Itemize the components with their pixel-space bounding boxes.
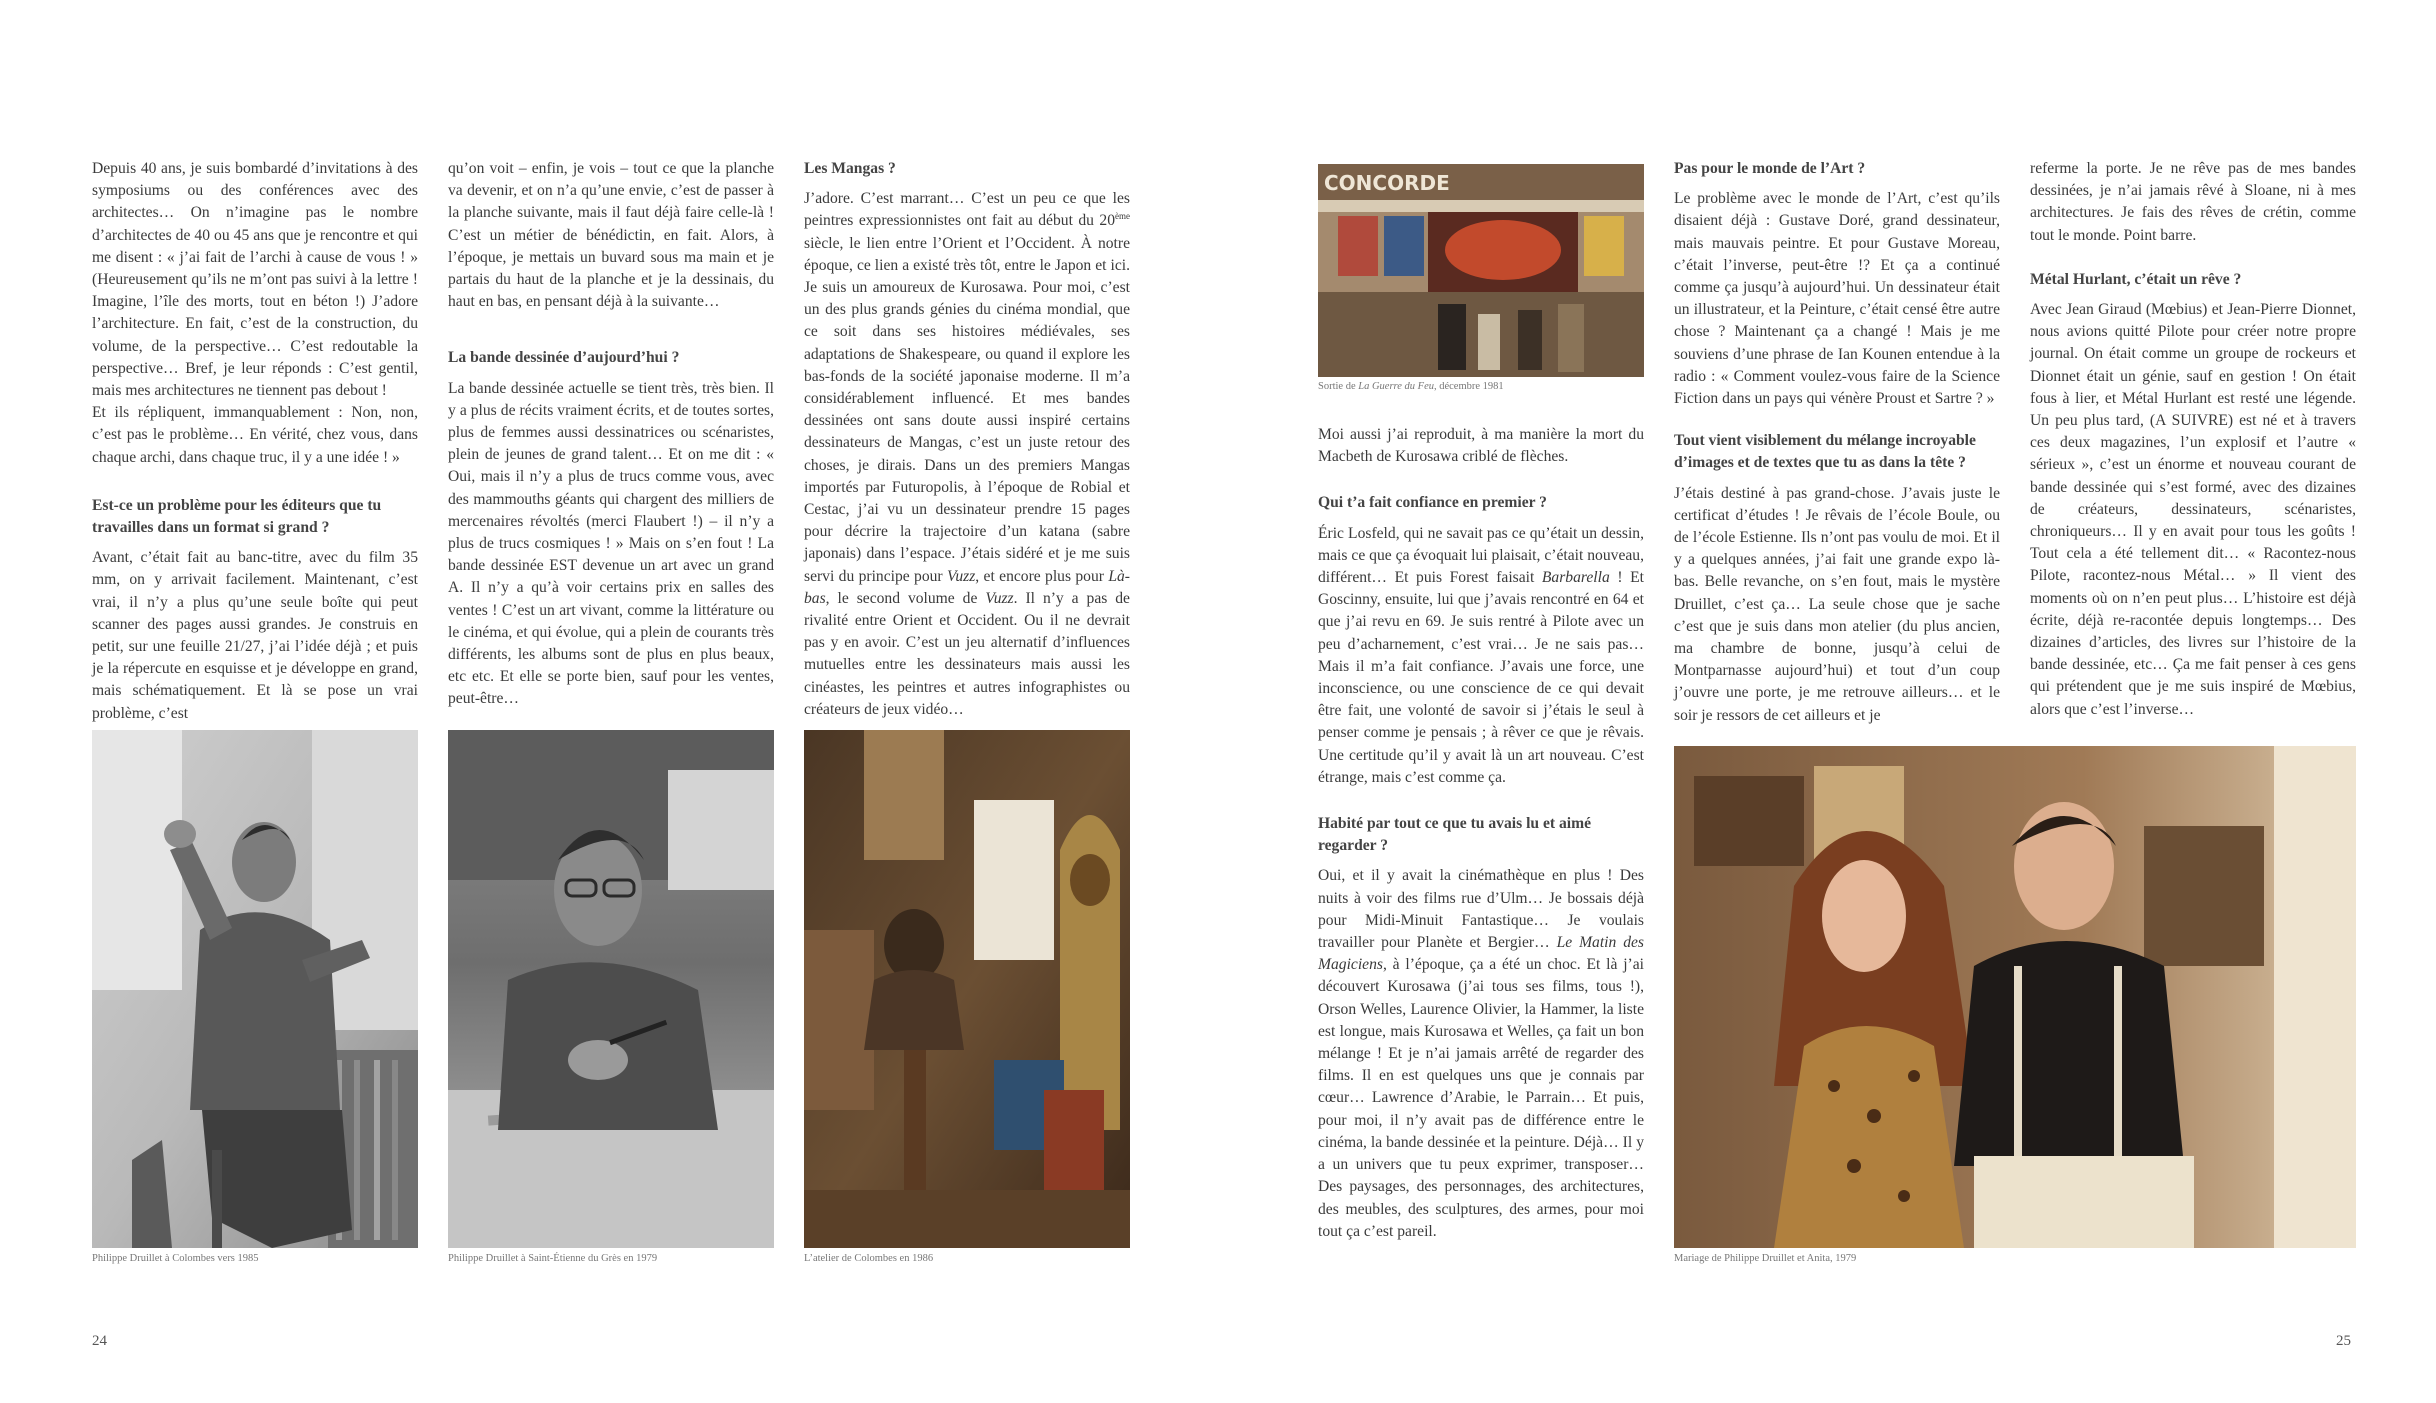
text-column-5	[1674, 158, 2000, 727]
text-column-3	[804, 158, 1130, 721]
paragraph: qu’on voit – enfin, je vois – tout ce que la planche va devenir, et on n’a qu’une envie, c’est de passer à la planche suivante, mais il faut déjà faire celle-là ! C’est un métier de bénédictin, en fait. Alors, à l’époque, je mettais un buvard sous ma main et je partais du haut de la planche et je la dessinais, du haut en bas, en pensant déjà à la suivante…	[448, 160, 774, 311]
paragraph: J’adore. C’est marrant… C’est un peu ce que les peintres expressionnistes ont fait au début du 20ème siècle, le lien entre l’Orient et l’Occident. À notre époque, ce lien a existé très tôt, entre le Japon et ici. Je suis un amoureux de Kurosawa. Pour moi, c’est un des plus grands génies du cinéma mondial, que ce soit dans ses histoires médiévales, ses adaptations de Shakespeare, ou quand il explore les bas-fonds de la société japonaise moderne. Il m’a considérablement influencé. Et mes bandes dessinées ont sans doute aussi inspiré certains dessinateurs de Mangas, c’est un juste retour des choses, je dirais. Dans un des premiers Mangas importés par Futuropolis, à l’époque de Robial et Cestac, j’ai vu un dessinateur prendre 15 pages pour décrire la trajectoire d’un katana (sabre japonais) dans l’espace. J’étais sidéré et je me suis servi du principe pour Vuzz, et encore plus pour Là-bas, le second volume de Vuzz. Il n’y a pas de rivalité entre Orient et Occident. Ou il ne devrait pas y en avoir. C’est un jeu alternatif d’influences mutuelles entre les dessinateurs mais aussi les cinéastes, les peintres et autres infographistes ou créateurs de jeux vidéo…	[804, 190, 1130, 718]
paragraph: La bande dessinée actuelle se tient très, très bien. Il y a plus de récits vraiment écrits, et de toutes sortes, plus de femmes aussi dessinatrices ou scénaristes, plein de jeunes de grand talent… Et on me dit : « Oui, mais il n’y a plus de trucs comme vous, avec des mammouths géants qui chargent des milliers de mercenaires révoltés (merci Flaubert !) – il n’y a plus de trucs cosmiques ! » Mais on s’en fout ! La bande dessinée EST devenue un art avec un grand A. Il n’y a qu’à voir certains prix en salles des ventes ! C’est un art vivant, comme la littérature ou le cinéma, et qui évolue, qui a plein de courants très différents, les albums sont de plus en plus beaux, etc etc. Et elle se porte bien, sauf pour les ventes, peut-être…	[448, 379, 774, 708]
section-heading: Habité par tout ce que tu avais lu et aimé regarder ?	[1318, 815, 1592, 855]
section-heading: Est-ce un problème pour les éditeurs que tu travailles dans un format si grand ?	[92, 496, 382, 537]
photo-atelier-colombes	[804, 730, 1130, 1248]
cinema-sign: CONCORDE	[1324, 171, 1450, 195]
photo-caption: Sortie de La Guerre du Feu, décembre 1981	[1318, 381, 1504, 392]
photo-caption: L’atelier de Colombes en 1986	[804, 1253, 934, 1264]
page-number-right: 25	[2336, 1333, 2351, 1349]
paragraph: Éric Losfeld, qui ne savait pas ce qu’était un dessin, mais ce que ça évoquait lui plaisait, c’était nouveau, différent… Et puis Forest faisait Barbarella ! Et Goscinny, ensuite, lui que j’avais rencontré en 64 et que j’ai revu en 69. Je suis rentré à Pilote avec un peu d’acharnement, c’est vrai… Je ne sais pas… Mais il m’a fait confiance. J’avais une force, une inconscience, ou une conscience de ce qui devait être fait, une volonté de savoir si j’étais le seul à penser comme je pensais ; à rêver ce que je rêvais. Une certitude qu’il y avait là un art nouveau. C’est étrange, mais c’est comme ça.	[1318, 524, 1645, 786]
text-column-6	[2030, 158, 2356, 721]
text-column-4	[1318, 424, 1644, 1243]
photo-druillet-saint-etienne	[448, 730, 774, 1248]
photo-caption: Philippe Druillet à Saint-Étienne du Grès en 1979	[448, 1253, 658, 1264]
paragraph: Moi aussi j’ai reproduit, à ma manière la mort du Macbeth de Kurosawa criblé de flèches.	[1318, 426, 1644, 466]
section-heading: Métal Hurlant, c’était un rêve ?	[2030, 270, 2242, 288]
section-heading: Les Mangas ?	[804, 160, 896, 177]
paragraph: Oui, et il y avait la cinémathèque en plus ! Des nuits à voir des films rue d’Ulm… Je bossais déjà pour Midi-Minuit Fantastique… Je voulais travailler pour Planète et Bergier… Le Matin des Magiciens, à l’époque, ça a été un choc. Et là j’ai découvert Kurosawa (j’ai tous ses films, tous !), Orson Welles, Laurence Olivier, la Hammer, la liste est longue, mais Kurosawa et Welles, ça fait un bon mélange ! Et je n’ai jamais arrêté de regarder des films. Il en est quelques uns que je connais par cœur… Lawrence d’Arabie, le Parrain… Et puis, pour moi, il n’y avait pas de différence entre le cinéma, la bande dessinée et la peinture. Déjà… Il y a un univers que tu peux exprimer, transposer… Des paysages, des personnages, des architectures, des meubles, des sculptures, des armes, pour moi tout ça c’est pareil.	[1318, 867, 1644, 1240]
paragraph: Le problème avec le monde de l’Art, c’est qu’ils disaient déjà : Gustave Doré, grand dessinateur, mais mauvais peintre. Et pour Gustave Moreau, c’était l’inverse, peut-être !? Et ça a continué comme ça jusqu’à aujourd’hui. Un dessinateur était un illustrateur, et la Peinture, c’était censé être autre chose ? Maintenant ça a changé ! Mais je me souviens d’une phrase de Ian Kounen entendue à la radio : « Comment voulez-vous faire de la Science Fiction dans un pays qui vénère Proust et Sartre ? »	[1674, 190, 2000, 408]
paragraph: referme la porte. Je ne rêve pas de mes bandes dessinées, je n’ai jamais rêvé à Sloane, ni à mes architectures. Je fais des rêves de crétin, comme tout le monde. Point barre.	[2030, 160, 2356, 244]
paragraph: Depuis 40 ans, je suis bombardé d’invitations à des symposiums ou des conférences avec des architectes… On n’imagine pas le nombre d’architectes de 40 ou 45 ans que je rencontre et qui me disent : « j’ai fait de l’archi à cause de vous ! » (Heureusement qu’ils ne m’ont pas suivi à la lettre ! Imagine, l’île des morts, tout en béton !) J’adore l’architecture. En fait, c’est de la construction, du volume, de la perspective… C’est redoutable la perspective… Bref, je leur réponds : C’est gentil, mais mes architectures ne tiennent pas debout !	[92, 160, 418, 400]
photo-cinema-guerre-du-feu	[1318, 164, 1644, 377]
page-number-left: 24	[92, 1333, 107, 1349]
photo-caption: Mariage de Philippe Druillet et Anita, 1979	[1674, 1253, 1857, 1264]
paragraph: Avec Jean Giraud (Mœbius) et Jean-Pierre Dionnet, nous avions quitté Pilote pour créer notre propre journal. On était comme un groupe de rockeurs et Dionnet était un génie, sauf en gestion ! On était fous à lier, et Métal Hurlant est resté une légende. Un peu plus tard, (A SUIVRE) est né et à travers ces deux magazines, l’un explosif et l’autre « sérieux », c’est un énorme et nouveau courant de bande dessinée qui s’est formé, avec des dizaines de créateurs, dessinateurs, scénaristes, chroniqueurs… Il y en avait pour tous les goûts ! Tout cela a été tellement dit… « Racontez-nous Pilote, racontez-nous Métal… » Il vient des moments où on n’en peut plus… L’histoire est déjà écrite, déjà re-racontée depuis longtemps… Des dizaines d’articles, des livres sur l’histoire de la bande dessinée, etc… Ça me fait penser à ces gens qui prétendent que je me suis inspiré de Mœbius, alors que c’est l’inverse…	[2030, 301, 2356, 718]
photo-druillet-colombes	[92, 730, 418, 1248]
section-heading: La bande dessinée d’aujourd’hui ?	[448, 349, 680, 367]
text-column-2	[448, 158, 774, 711]
text-column-1	[92, 158, 418, 725]
section-heading: Qui t’a fait confiance en premier ?	[1318, 494, 1547, 512]
photo-caption: Philippe Druillet à Colombes vers 1985	[92, 1253, 259, 1264]
paragraph: J’étais destiné à pas grand-chose. J’avais juste le certificat d’études ! Je rêvais de l’école Boule, ou de l’école Estienne. Ils n’ont pas voulu de moi. Et il y a quelques années, j’ai fait une grande expo là-bas. Belle revanche, on s’en fout, mais le mystère Druillet, c’est ça… La seule chose que je sache c’est que je suis dans mon atelier (du plus ancien, ma chambre de bonne, jusqu’à celui de Montparnasse aujourd’hui) et tout d’un coup j’ouvre une porte, je me retrouve ailleurs… et le soir je ressors de cet ailleurs et je	[1674, 484, 2000, 724]
paragraph: Avant, c’était fait au banc-titre, avec du film 35 mm, on y arrivait facilement. Maintenant, c’est vrai, il n’y a plus qu’une seule boîte qui peut scanner des pages aussi grandes. Je construis en petit, sur une feuille 21/27, j’ai l’idée déjà ; et puis je la répercute en esquisse et je développe en grand, mais schématiquement. Et là se pose un vrai problème, c’est	[92, 549, 418, 722]
paragraph: Et ils répliquent, immanquablement : Non, non, c’est pas le problème… En vérité, chez vous, dans chaque archi, dans chaque truc, il y a une idée ! »	[92, 404, 418, 466]
section-heading: Pas pour le monde de l’Art ?	[1674, 160, 1866, 177]
photo-mariage-druillet-anita	[1674, 746, 2356, 1248]
section-heading: Tout vient visiblement du mélange incroyable d’images et de textes que tu as dans la tête ?	[1674, 432, 1976, 472]
